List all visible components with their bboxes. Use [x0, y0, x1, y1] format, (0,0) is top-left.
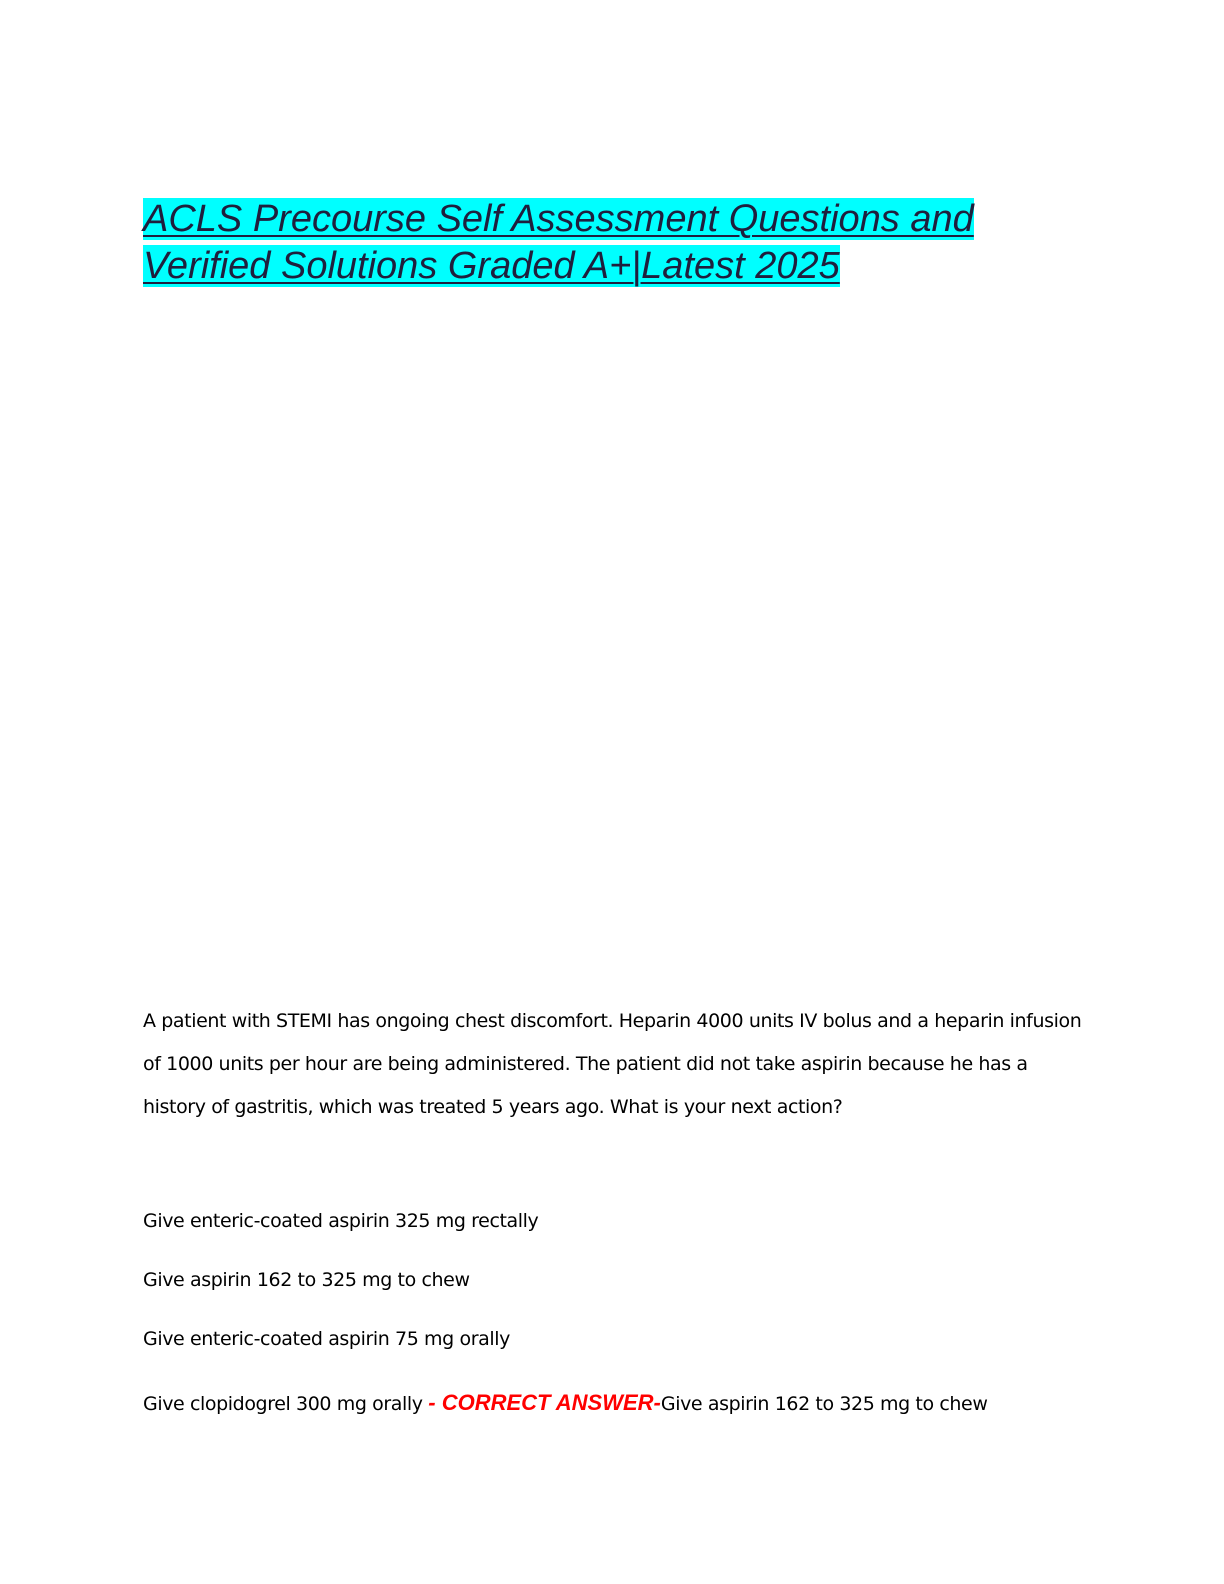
answer-option-1: Give enteric-coated aspirin 325 mg rectally	[143, 1210, 539, 1232]
answer-option-2: Give aspirin 162 to 325 mg to chew	[143, 1269, 470, 1291]
title-highlight: ACLS Precourse Self Assessment Questions and Verified Solutions Graded A+|Latest 2025	[143, 198, 974, 287]
document-title	[143, 196, 1083, 290]
question-text: A patient with STEMI has ongoing chest discomfort. Heparin 4000 units IV bolus and a heparin infusion of 1000 units per hour are being administered. The patient did not take aspirin because he has a history of gastritis, which was treated 5 years ago. What is your next action?	[143, 1010, 1082, 1118]
correct-answer-text: Give aspirin 162 to 325 mg to chew	[660, 1393, 988, 1415]
answer-option-4-with-correct-answer	[143, 1388, 987, 1419]
correct-answer-label: - CORRECT ANSWER-	[428, 1390, 661, 1415]
answer-option-3: Give enteric-coated aspirin 75 mg orally	[143, 1328, 510, 1350]
answer-option-4: Give clopidogrel 300 mg orally	[143, 1393, 429, 1415]
